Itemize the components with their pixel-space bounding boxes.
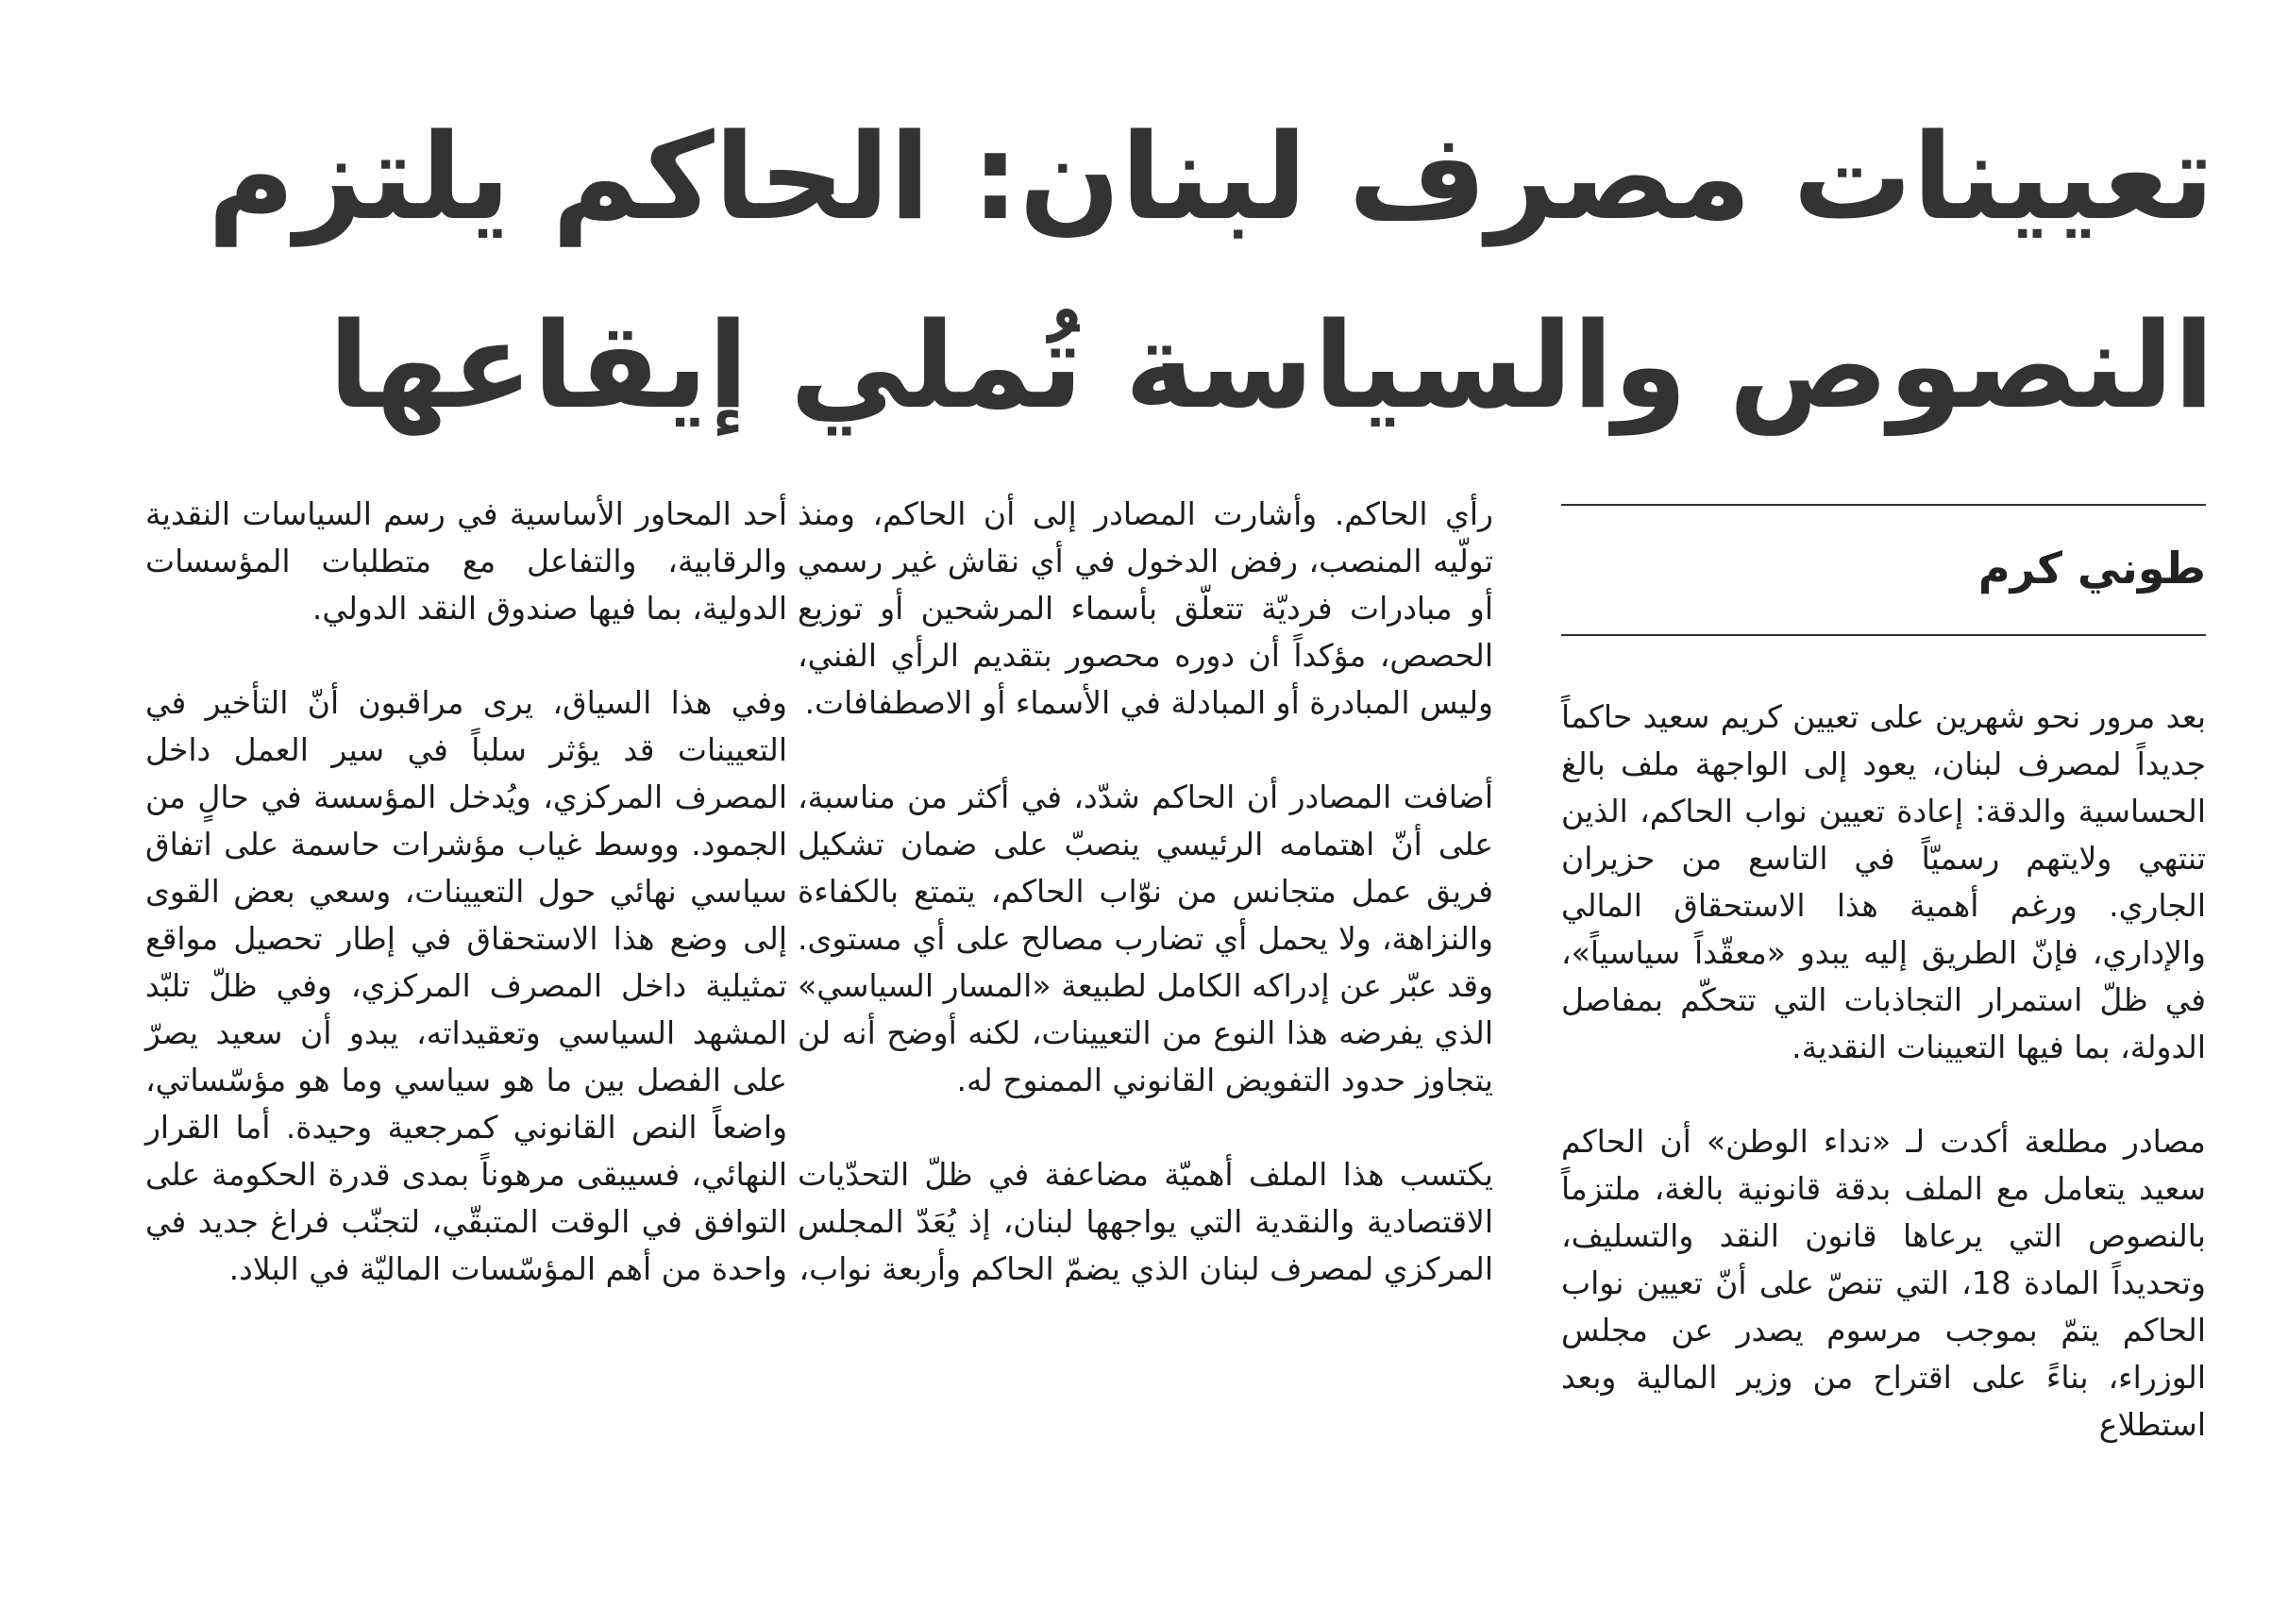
article-column-left	[145, 491, 787, 1340]
paragraph: أحد المحاور الأساسية في رسم السياسات النقدية والرقابية، والتفاعل مع متطلبات المؤسسات الدولية، بما فيها صندوق النقد الدولي.	[145, 495, 787, 627]
paragraph: أضافت المصادر أن الحاكم شدّد، في أكثر من مناسبة، على أنّ اهتمامه الرئيسي ينصبّ على ضمان تشكيل فريق عمل متجانس من نوّاب الحاكم، يتمتع بالكفاءة والنزاهة، ولا يحمل أي تضارب مصالح على أي مستوى. وقد عبّر عن إدراكه الكامل لطبيعة «المسار السياسي» الذي يفرضه هذا النوع من التعيينات، لكنه أوضح أنه لن يتجاوز حدود التفويض القانوني الممنوح له.	[798, 779, 1493, 1098]
paragraph: رأي الحاكم. وأشارت المصادر إلى أن الحاكم، ومنذ تولّيه المنصب، رفض الدخول في أي نقاش غير رسمي أو مبادرات فرديّة تتعلّق بأسماء المرشحين أو توزيع الحصص، مؤكداً أن دوره محصور بتقديم الرأي الفني، وليس المبادرة أو المبادلة في الأسماء أو الاصطفافات.	[798, 495, 1493, 721]
headline-line-2: النصوص والسياسة تُملي إيقاعها	[328, 296, 2214, 435]
byline-box	[1561, 504, 2206, 636]
article-column-middle	[798, 491, 1493, 1340]
paragraph: مصادر مطلعة أكدت لـ «نداء الوطن» أن الحاكم سعيد يتعامل مع الملف بدقة قانونية بالغة، ملتزماً بالنصوص التي يرعاها قانون النقد والتسليف، وتحديداً المادة 18، التي تنصّ على أنّ تعيين نواب الحاكم يتمّ بموجب مرسوم يصدر عن مجلس الوزراء، بناءً على اقتراح من وزير المالية وبعد استطلاع	[1561, 1123, 2206, 1443]
paragraph: يكتسب هذا الملف أهميّة مضاعفة في ظلّ التحدّيات الاقتصادية والنقدية التي يواجهها لبنان، إذ يُعَدّ المجلس المركزي لمصرف لبنان الذي يضمّ الحاكم وأربعة نواب،	[798, 1156, 1493, 1287]
article-column-right	[1561, 694, 2206, 1496]
author-byline: طوني كرم	[1977, 543, 2206, 594]
headline-line-1: تعيينات مصرف لبنان: الحاكم يلتزم	[207, 108, 2214, 246]
headline	[119, 83, 2214, 460]
paragraph: بعد مرور نحو شهرين على تعيين كريم سعيد حاكماً جديداً لمصرف لبنان، يعود إلى الواجهة ملف بالغ الحساسية والدقة: إعادة تعيين نواب الحاكم، الذين تنتهي ولايتهم رسميّاً في التاسع من حزيران الجاري. ورغم أهمية هذا الاستحقاق المالي والإداري، فإنّ الطريق إليه يبدو «معقّداً سياسياً»، في ظلّ استمرار التجاذبات التي تتحكّم بمفاصل الدولة، بما فيها التعيينات النقدية.	[1561, 698, 2206, 1065]
paragraph: وفي هذا السياق، يرى مراقبون أنّ التأخير في التعيينات قد يؤثر سلباً في سير العمل داخل المصرف المركزي، ويُدخل المؤسسة في حالٍ من الجمود. ووسط غياب مؤشرات حاسمة على اتفاق سياسي نهائي حول التعيينات، وسعي بعض القوى إلى وضع هذا الاستحقاق في إطار تحصيل مواقع تمثيلية داخل المصرف المركزي، وفي ظلّ تلبّد المشهد السياسي وتعقيداته، يبدو أن سعيد يصرّ على الفصل بين ما هو سياسي وما هو مؤسّساتي، واضعاً النص القانوني كمرجعية وحيدة. أما القرار النهائي، فسيبقى مرهوناً بمدى قدرة الحكومة على التوافق في الوقت المتبقّي، لتجنّب فراغ جديد في واحدة من أهم المؤسّسات الماليّة في البلاد.	[145, 684, 787, 1287]
